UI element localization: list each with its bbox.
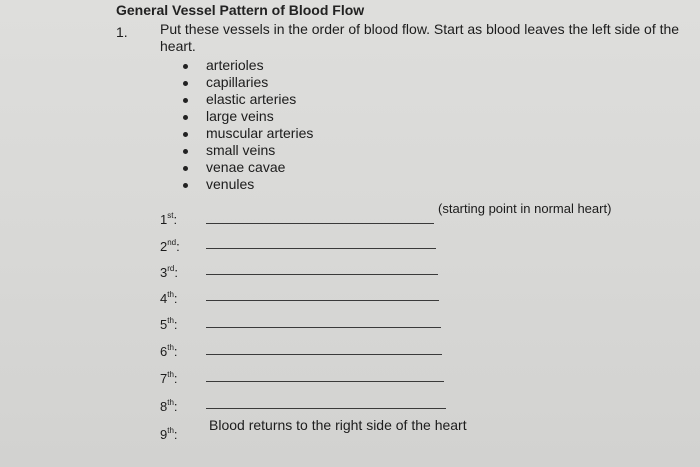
vessel-label: venae cavae (206, 159, 286, 175)
vessel-label: arterioles (206, 57, 264, 73)
bullet-icon (183, 183, 188, 188)
bullet-icon (183, 81, 188, 86)
order-label-8: 8th: (160, 398, 178, 414)
vessel-label: elastic arteries (206, 91, 297, 107)
vessel-item (181, 159, 313, 176)
vessel-list (181, 57, 313, 193)
vessel-item (181, 142, 313, 159)
vessel-label: large veins (206, 108, 274, 124)
answer-blank-7[interactable] (206, 381, 444, 382)
vessel-item (181, 108, 313, 125)
answer-blank-2[interactable] (206, 248, 436, 249)
question-text: Put these vessels in the order of blood flow. Start as blood leaves the left side of the heart. (160, 21, 680, 54)
bullet-icon (183, 115, 188, 120)
vessel-label: muscular arteries (206, 125, 314, 141)
order-label-2: 2nd: (160, 238, 180, 254)
vessel-item (181, 57, 313, 74)
bullet-icon (183, 98, 188, 103)
vessel-item (181, 74, 313, 91)
order-label-6: 6th: (160, 343, 178, 359)
bullet-icon (183, 166, 188, 171)
question-number: 1. (116, 24, 128, 40)
vessel-item (181, 125, 313, 142)
vessel-label: capillaries (206, 74, 269, 90)
bullet-icon (183, 149, 188, 154)
vessel-item (181, 91, 313, 108)
bullet-icon (183, 64, 188, 69)
answer-blank-5[interactable] (206, 327, 441, 328)
answer-blank-8[interactable] (206, 408, 446, 409)
order-label-7: 7th: (160, 370, 178, 386)
worksheet-title: General Vessel Pattern of Blood Flow (116, 2, 365, 18)
answer-blank-3[interactable] (206, 274, 438, 275)
order-label-4: 4th: (160, 290, 178, 306)
final-step-text: Blood returns to the right side of the heart (209, 417, 467, 433)
bullet-icon (183, 132, 188, 137)
vessel-item (181, 176, 313, 193)
answer-blank-6[interactable] (206, 354, 442, 355)
starting-point-note: (starting point in normal heart) (438, 201, 612, 216)
answer-blank-4[interactable] (206, 300, 439, 301)
order-label-9: 9th: (160, 426, 178, 442)
order-label-1: 1st: (160, 211, 178, 227)
vessel-label: small veins (206, 142, 276, 158)
answer-blank-1[interactable] (206, 223, 434, 224)
vessel-label: venules (206, 176, 255, 192)
order-label-5: 5th: (160, 316, 178, 332)
order-label-3: 3rd: (160, 264, 178, 280)
